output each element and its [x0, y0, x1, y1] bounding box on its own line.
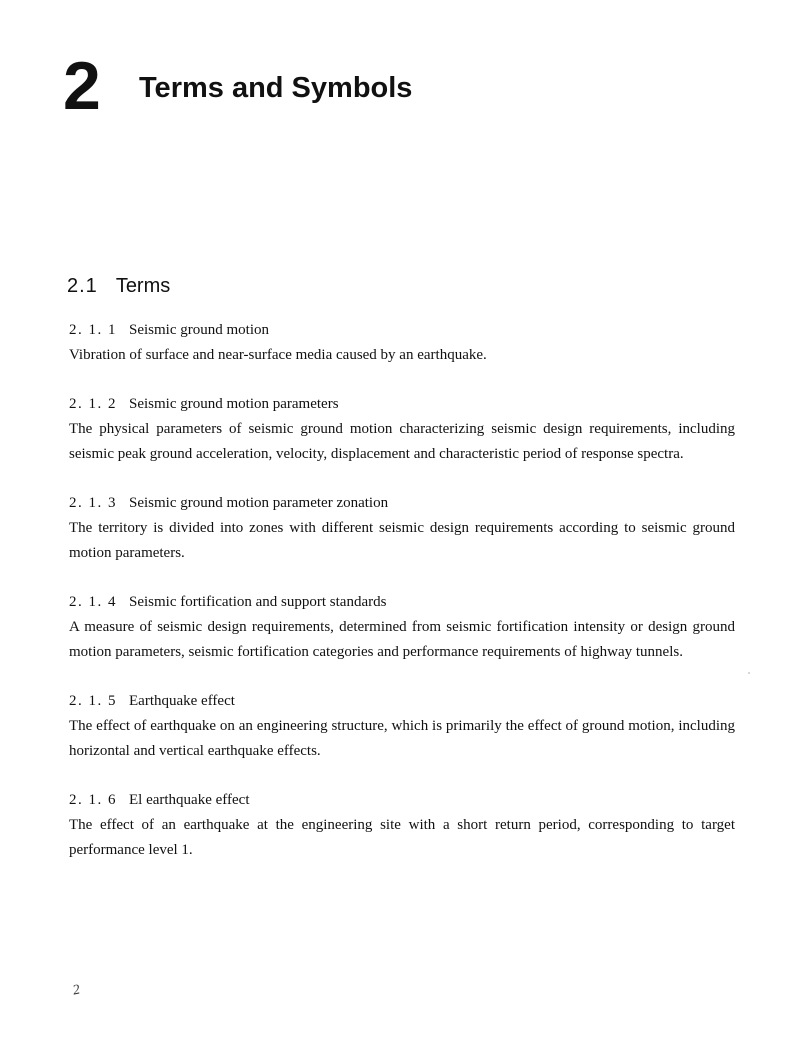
term-heading: [69, 318, 735, 343]
section-heading: [67, 273, 170, 299]
term-heading: [69, 590, 735, 615]
term-entry: [69, 788, 735, 863]
term-heading: [69, 491, 735, 516]
term-title: Seismic fortification and support standards: [129, 594, 387, 610]
term-number: 2. 1. 3: [69, 495, 117, 511]
term-number: 2. 1. 5: [69, 693, 117, 709]
term-definition: Vibration of surface and near-surface media caused by an earthquake.: [69, 347, 487, 363]
term-definition: A measure of seismic design requirements, determined from seismic fortification intensity or design ground motion parameters, seismic fortification categories and performance requirements of highway tunnels.: [69, 619, 735, 660]
term-number: 2. 1. 1: [69, 322, 117, 338]
term-title: Seismic ground motion parameter zonation: [129, 495, 389, 511]
term-heading: [69, 788, 735, 813]
term-definition: The territory is divided into zones with different seismic design requirements according to seismic ground motion parameters.: [69, 520, 735, 561]
term-heading: [69, 689, 735, 714]
margin-speck: [748, 672, 750, 674]
term-number: 2. 1. 2: [69, 396, 117, 412]
term-entry: [69, 392, 735, 467]
terms-list: [69, 318, 735, 887]
term-title: El earthquake effect: [129, 792, 250, 808]
term-definition: The effect of an earthquake at the engineering site with a short return period, corresponding to target performance level 1.: [69, 817, 735, 858]
term-entry: [69, 491, 735, 566]
term-title: Seismic ground motion parameters: [129, 396, 339, 412]
section-title: Terms: [115, 275, 171, 297]
term-title: Earthquake effect: [129, 693, 235, 709]
chapter-number: 2: [63, 48, 100, 124]
term-number: 2. 1. 6: [69, 792, 117, 808]
term-definition: The physical parameters of seismic ground motion characterizing seismic design requirements, including seismic peak ground acceleration, velocity, displacement and characteristic period of response spectra.: [69, 421, 735, 462]
term-heading: [69, 392, 735, 417]
term-title: Seismic ground motion: [129, 322, 269, 338]
page-number: 2: [71, 982, 82, 999]
term-definition: The effect of earthquake on an engineering structure, which is primarily the effect of ground motion, including horizontal and vertical earthquake effects.: [69, 718, 735, 759]
chapter-title: Terms and Symbols: [139, 72, 413, 104]
term-entry: [69, 590, 735, 665]
section-number: 2.1: [67, 275, 98, 297]
term-entry: [69, 689, 735, 764]
term-number: 2. 1. 4: [69, 594, 117, 610]
term-entry: [69, 318, 735, 368]
